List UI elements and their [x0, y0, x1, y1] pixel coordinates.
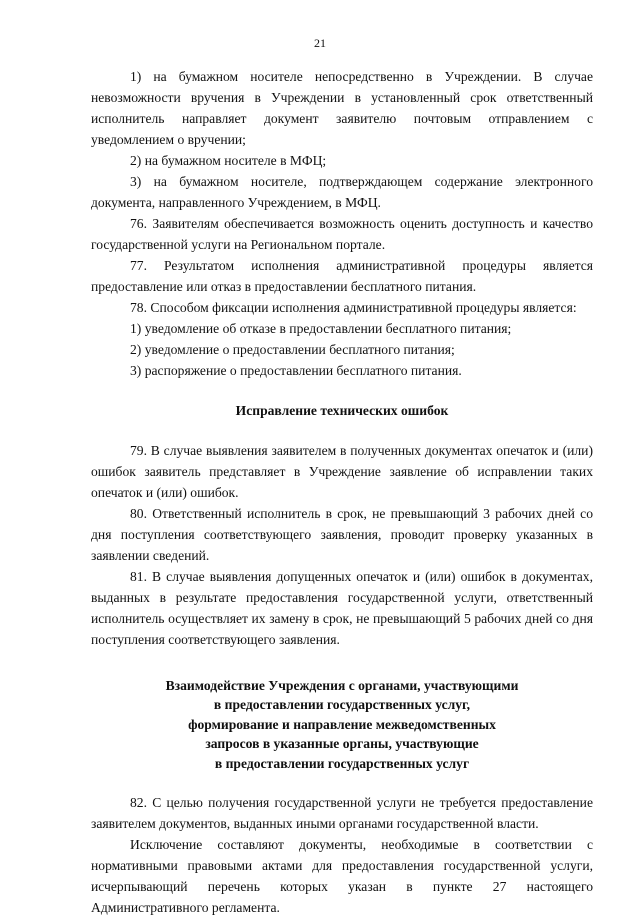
paragraph-79: 79. В случае выявления заявителем в полученных документах опечаток и (или) ошибок заявитель представляет в Учреждение заявление об исправлении таких опечаток и (или) ошибок.: [91, 442, 593, 500]
paragraph-78: 78. Способом фиксации исполнения административной процедуры является:: [130, 300, 577, 315]
document-body: [91, 66, 593, 918]
heading-line: в предоставлении государственных услуг: [214, 755, 470, 771]
page-number: 21: [314, 36, 326, 50]
paragraph-77: 77. Результатом исполнения административной процедуры является предоставление или отказ в предоставлении бесплатного питания.: [91, 258, 593, 294]
paragraph-exception: Исключение составляют документы, необходимые в соответствии с нормативными правовыми актами для предоставления государственной услуги, исчерпывающий перечень которых указан в пункте 27 настоящего Административного регламента.: [91, 837, 593, 915]
paragraph-82: 82. С целью получения государственной услуги не требуется предоставление заявителем документов, выданных иными органами государственной власти.: [91, 795, 593, 831]
heading-line: Взаимодействие Учреждения с органами, участвующими: [165, 677, 519, 693]
paragraph-delivery-option-2: 2) на бумажном носителе в МФЦ;: [130, 153, 327, 168]
paragraph-delivery-option-3: 3) на бумажном носителе, подтверждающем содержание электронного документа, направленного Учреждением, в МФЦ.: [91, 174, 593, 210]
paragraph-78-item-2: 2) уведомление о предоставлении бесплатного питания;: [130, 342, 455, 357]
heading-line: запросов в указанные органы, участвующие: [205, 736, 479, 751]
section-heading-interaction: [91, 676, 593, 774]
paragraph-78-item-3: 3) распоряжение о предоставлении бесплатного питания.: [130, 363, 462, 378]
paragraph-78-item-1: 1) уведомление об отказе в предоставлении бесплатного питания;: [130, 321, 512, 336]
paragraph-delivery-option-1: 1) на бумажном носителе непосредственно в Учреждении. В случае невозможности вручения в Учреждении в установленный срок ответственный исполнитель направляет документ заявителю почтовым отправлением с уведомлением о вручении;: [91, 69, 593, 147]
paragraph-80: 80. Ответственный исполнитель в срок, не превышающий 3 рабочих дней со дня поступления соответствующего заявления, проводит проверку указанных в заявлении сведений.: [91, 505, 593, 563]
paragraph-76: 76. Заявителям обеспечивается возможность оценить доступность и качество государственной услуги на Региональном портале.: [91, 216, 593, 252]
heading-line: формирование и направление межведомственных: [188, 716, 496, 732]
paragraph-81: 81. В случае выявления допущенных опечаток и (или) ошибок в документах, выданных в результате предоставления государственной услуги, ответственный исполнитель осуществляет их замену в срок, не превышающий 5 рабочих дней со дня поступления соответствующего заявления.: [91, 568, 593, 647]
heading-line: в предоставлении государственных услуг,: [213, 697, 471, 712]
section-heading-technical-errors: Исправление технических ошибок: [235, 403, 449, 418]
